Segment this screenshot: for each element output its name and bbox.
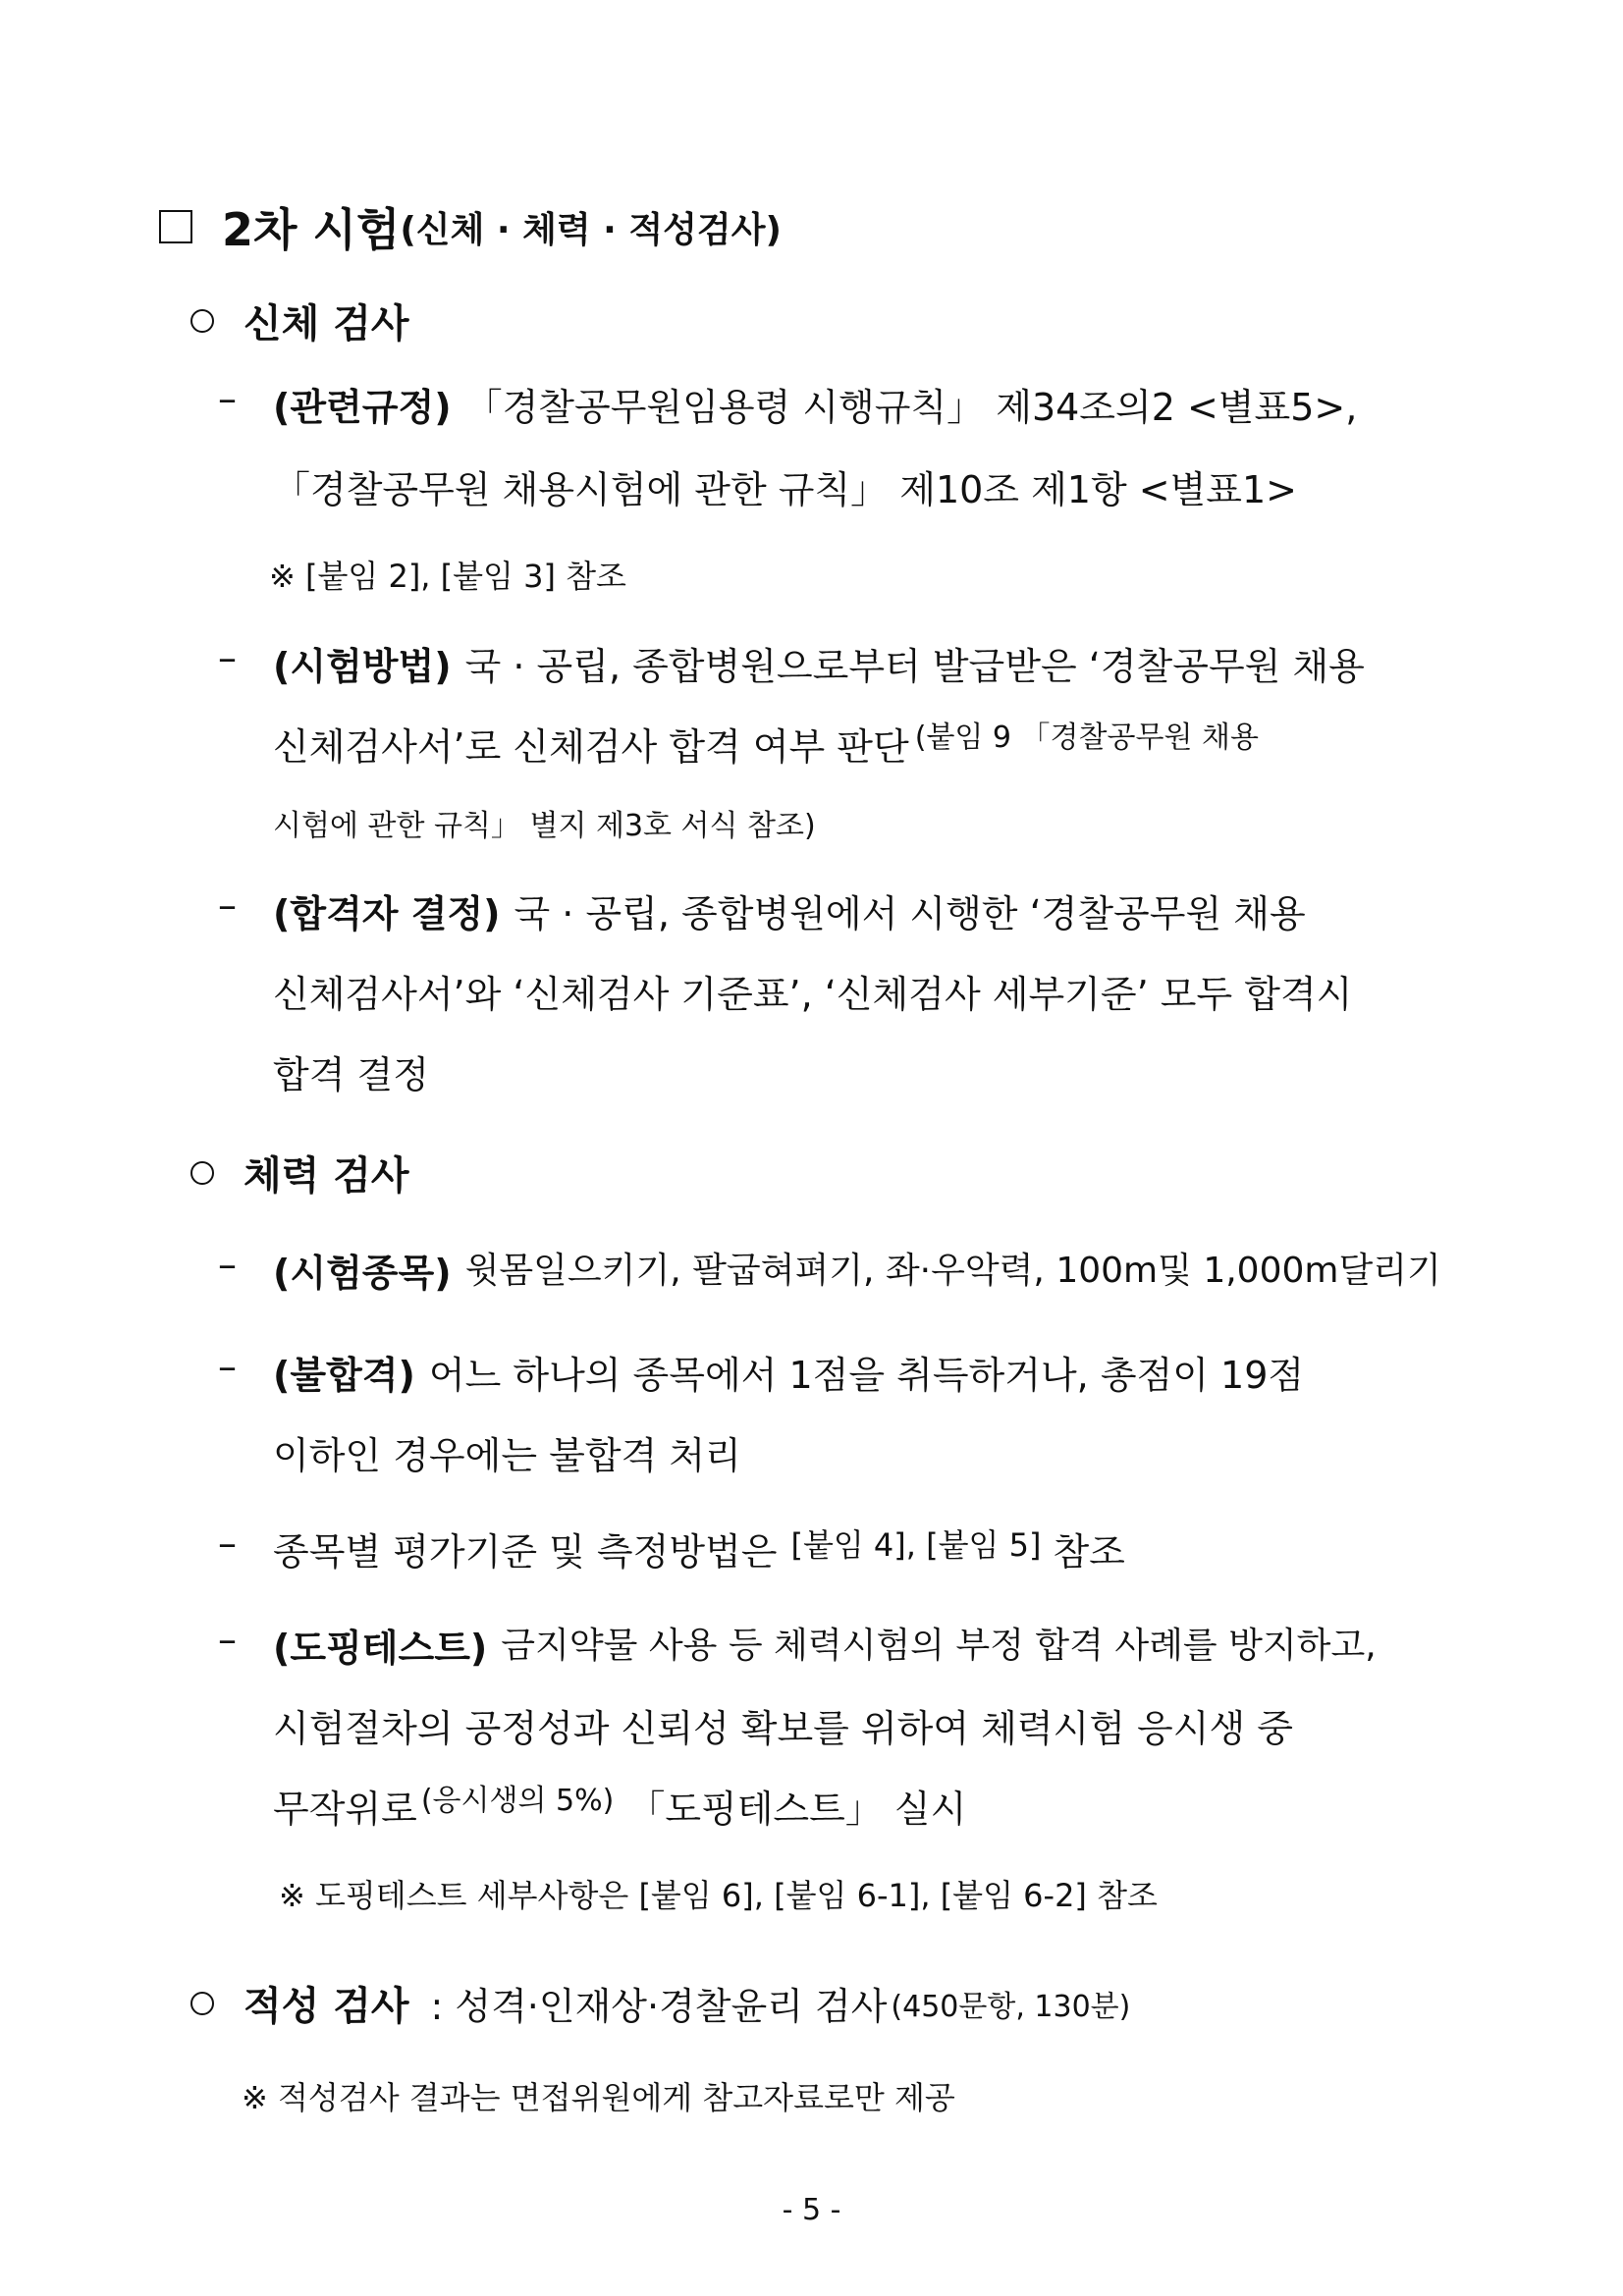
rule-note: ※ [붙임 2], [붙임 3] 참조 xyxy=(269,558,626,595)
decision-item: – (합격자 결정) 국 · 공립, 종합병원에서 시행한 ‘경찰공무원 채용 xyxy=(218,883,1306,935)
method-line2: 신체검사서’로 신체검사 합격 여부 판단 (붙임 9 「경찰공무원 채용 xyxy=(273,721,1259,769)
aptitude-note: ※ 적성검사 결과는 면접위원에게 참고자료로만 제공 xyxy=(242,2079,955,2116)
page-number: - 5 - xyxy=(782,2193,841,2227)
fail-line1: 어느 하나의 종목에서 1점을 취득하거나, 총점이 19점 xyxy=(428,1354,1305,1397)
decision-line2: 신체검사서’와 ‘신체검사 기준표’, ‘신체검사 세부기준’ 모두 합격시 xyxy=(273,973,1353,1016)
decision-label: (합격자 결정) xyxy=(273,892,501,935)
rule-line2: 「경찰공무원 채용시험에 관한 규칙」 제10조 제1항 <별표1> xyxy=(273,468,1298,511)
doping-line1: 금지약물 사용 등 체력시험의 부정 합격 사례를 방지하고, xyxy=(501,1626,1377,1666)
aptitude-exam-heading: 적성 검사 : 성격·인재상·경찰윤리 검사 (450문항, 130분) xyxy=(190,1975,1130,2031)
rule-label: (관련규정) xyxy=(273,386,452,429)
physical-exam-heading: 신체 검사 xyxy=(190,293,409,348)
fail-line2: 이하인 경우에는 불합격 처리 xyxy=(273,1434,741,1477)
doping-line3: 무작위로 (응시생의 5%) 「도핑테스트」 실시 xyxy=(273,1784,967,1831)
bullet-circle-icon xyxy=(190,1992,214,2015)
method-label: (시험방법) xyxy=(273,645,452,688)
bullet-circle-icon xyxy=(190,1161,214,1185)
rule-line1: 「경찰공무원임용령 시행규칙」 제34조의2 <별표5>, xyxy=(464,386,1358,429)
bullet-circle-icon xyxy=(190,309,214,333)
criteria-item: – 종목별 평가기준 및 측정방법은 [붙임 4], [붙임 5] 참조 xyxy=(218,1522,1125,1574)
fail-label: (불합격) xyxy=(273,1354,415,1397)
doping-item: – (도핑테스트) 금지약물 사용 등 체력시험의 부정 합격 사례를 방지하고, xyxy=(218,1618,1377,1670)
heading-title: 2차 시험 xyxy=(222,203,401,256)
fail-item: – (불합격) 어느 하나의 종목에서 1점을 취득하거나, 총점이 19점 xyxy=(218,1345,1305,1397)
events-item: – (시험종목) 윗몸일으키기, 팔굽혀펴기, 좌·우악력, 100m및 1,000m달리기 xyxy=(218,1243,1441,1295)
doping-note: ※ 도핑테스트 세부사항은 [붙임 6], [붙임 6-1], [붙임 6-2] 참조 xyxy=(279,1877,1158,1914)
rule-item xyxy=(218,377,1471,431)
method-line1: 국 · 공립, 종합병원으로부터 발급받은 ‘경찰공무원 채용 xyxy=(464,645,1365,688)
method-line3: 시험에 관한 규칙」 별지 제3호 서식 참조) xyxy=(273,809,816,843)
method-item: – (시험방법) 국 · 공립, 종합병원으로부터 발급받은 ‘경찰공무원 채용 xyxy=(218,636,1365,688)
events-label: (시험종목) xyxy=(273,1252,452,1295)
decision-line1: 국 · 공립, 종합병원에서 시행한 ‘경찰공무원 채용 xyxy=(514,892,1306,935)
heading-subtitle: (신체 · 체력 · 적성검사) xyxy=(400,209,782,250)
events-text: 윗몸일으키기, 팔굽혀펴기, 좌·우악력, 100m및 1,000m달리기 xyxy=(464,1251,1441,1291)
dash-bullet: – xyxy=(218,377,237,420)
checkbox-square-icon xyxy=(159,210,192,243)
decision-line3: 합격 결정 xyxy=(273,1053,429,1096)
section-heading xyxy=(159,194,782,259)
doping-label: (도핑테스트) xyxy=(273,1627,488,1670)
fitness-exam-heading: 체력 검사 xyxy=(190,1145,409,1201)
doping-line2: 시험절차의 공정성과 신뢰성 확보를 위하여 체력시험 응시생 중 xyxy=(273,1707,1293,1750)
